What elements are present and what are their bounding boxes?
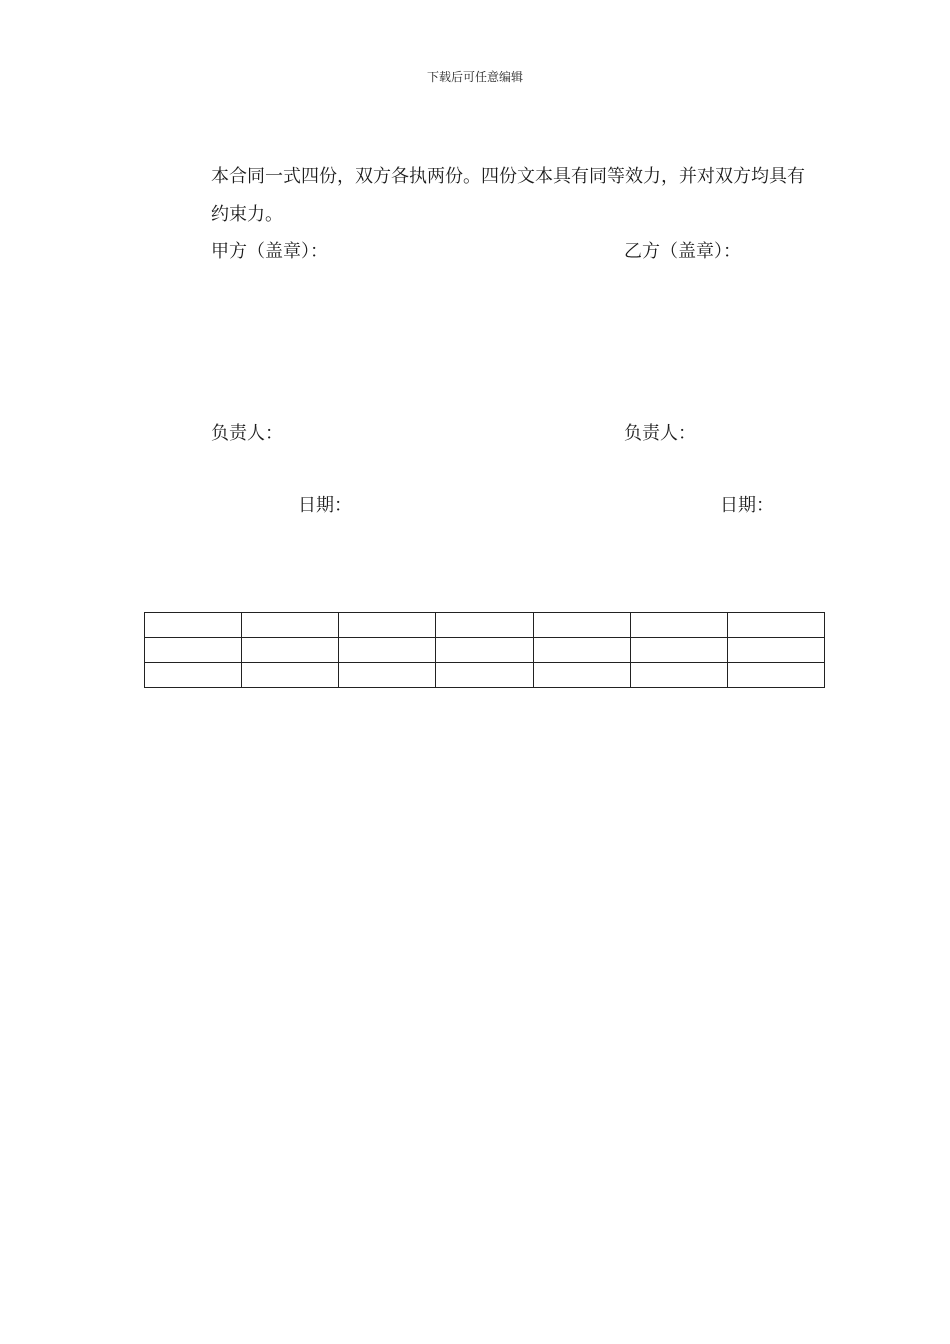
party-b-responsible-label: 负责人： <box>624 423 696 444</box>
table-cell <box>145 613 242 638</box>
table-cell <box>242 613 339 638</box>
table-cell <box>630 663 727 688</box>
table-cell <box>339 613 436 638</box>
table-cell <box>436 638 533 663</box>
table-cell <box>533 663 630 688</box>
party-b-seal-label: 乙方（盖章）： <box>624 241 741 262</box>
table-cell <box>145 663 242 688</box>
table-cell <box>727 613 824 638</box>
table-cell <box>339 663 436 688</box>
party-b-date-label: 日期： <box>720 495 774 516</box>
table-cell <box>727 663 824 688</box>
table-cell <box>630 613 727 638</box>
table-row <box>145 638 825 663</box>
table-cell <box>436 663 533 688</box>
contract-clause-paragraph: 本合同一式四份，双方各执两份。四份文本具有同等效力，并对双方均具有约束力。 <box>211 166 805 225</box>
table-row <box>145 613 825 638</box>
table-cell <box>436 613 533 638</box>
table-cell <box>242 663 339 688</box>
table-cell <box>145 638 242 663</box>
party-a-date-label: 日期： <box>298 495 352 516</box>
table-cell <box>727 638 824 663</box>
table-cell <box>533 613 630 638</box>
header-note: 下载后可任意编辑 <box>426 70 523 84</box>
table-cell <box>339 638 436 663</box>
table-row <box>145 663 825 688</box>
table-cell <box>533 638 630 663</box>
party-a-responsible-label: 负责人： <box>211 423 283 444</box>
table-cell <box>242 638 339 663</box>
party-a-seal-label: 甲方（盖章）： <box>211 241 328 262</box>
table-cell <box>630 638 727 663</box>
blank-table <box>144 612 825 688</box>
